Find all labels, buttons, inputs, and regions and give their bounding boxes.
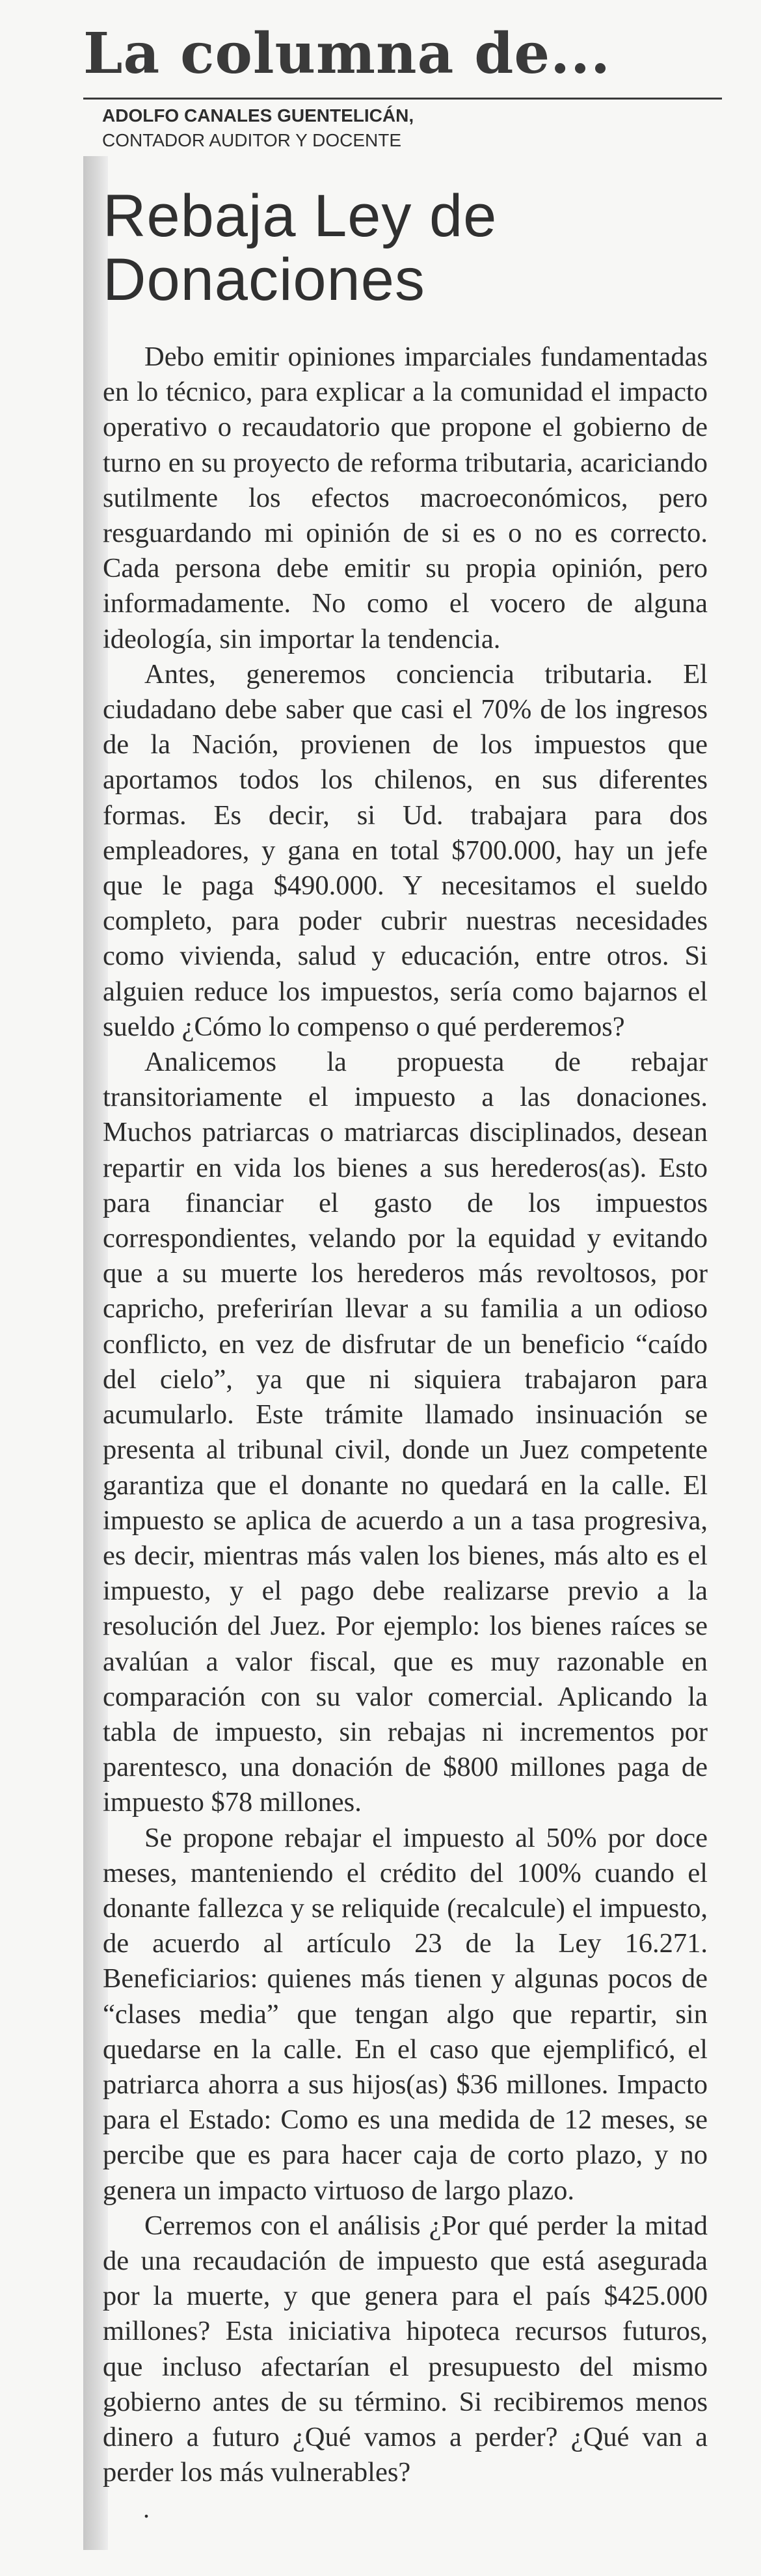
column-title: La columna de... <box>83 21 611 87</box>
paragraph-4: Se propone rebajar el impuesto al 50% por doce meses, manteniendo el crédito del 100% cuando el donante fallezca y se reliquide (recalcule) el impuesto, de acuerdo al artículo 23 de la Ley 16.271. Beneficiarios: quienes más tienen y algunas pocos de “clases media” que tengan algo que repartir, sin quedarse en la calle. En el caso que ejemplificó, el patriarca ahorra a sus hijos(as) $36 millones. Impacto para el Estado: Como es una medida de 12 meses, se percibe que es para hacer caja de corto plazo, y no genera un impacto virtuoso de largo plazo. <box>103 1822 708 2206</box>
article-headline: Rebaja Ley de Donaciones <box>103 183 498 313</box>
paragraph-3: Analicemos la propuesta de rebajar transitoriamente el impuesto a las donaciones. Muchos patriarcas o matriarcas disciplinados, desean repartir en vida los bienes a sus herederos(as). Esto para financiar el gasto de los impuestos correspondientes, velando por la equidad y evitando que a su muerte los herederos más revoltosos, por capricho, preferirían llevar a su familia a un odioso conflicto, en vez de disfrutar de un beneficio “caído del cielo”, ya que ni siquiera trabajaron para acumularlo. Este trámite llamado insinuación se presenta al tribunal civil, donde un Juez competente garantiza que el donante no quedará en la calle. El impuesto se aplica de acuerdo a un a tasa progresiva, es decir, mientras más valen los bienes, más alto es el impuesto, y el pago debe realizarse previo a la resolución del Juez. Por ejemplo: los bienes raíces se avalúan a valor fiscal, que es muy razonable en comparación con su valor comercial. Aplicando la tabla de impuesto, sin rebajas ni incrementos por parentesco, una donación de $800 millones paga de impuesto $78 millones. <box>103 1047 708 1818</box>
article-body <box>103 340 708 2490</box>
end-mark: . <box>143 2494 150 2523</box>
paragraph-2: Antes, generemos conciencia tributaria. El ciudadano debe saber que casi el 70% de los ingresos de la Nación, provienen de los impuestos que aportamos todos los chilenos, en sus diferentes formas. Es decir, si Ud. trabajara para dos empleadores, y gana en total $700.000, hay un jefe que le paga $490.000. Y necesitamos el sueldo completo, para poder cubrir nuestras necesidades como vivienda, salud y educación, entre otros. Si alguien reduce los impuestos, sería como bajarnos el sueldo ¿Cómo lo compenso o qué perderemos? <box>103 658 708 1042</box>
title-rule <box>83 98 722 100</box>
author-role: CONTADOR AUDITOR Y DOCENTE <box>102 130 401 150</box>
author-name: ADOLFO CANALES GUENTELICÁN, <box>102 105 414 126</box>
paragraph-1: Debo emitir opiniones imparciales fundamentadas en lo técnico, para explicar a la comunidad el impacto operativo o recaudatorio que propone el gobierno de turno en su proyecto de reforma tributaria, acariciando sutilmente los efectos macroeconómicos, pero resguardando mi opinión de si es o no es correcto. Cada persona debe emitir su propia opinión, pero informadamente. No como el vocero de alguna ideología, sin importar la tendencia. <box>103 342 708 654</box>
paragraph-5: Cerremos con el análisis ¿Por qué perder la mitad de una recaudación de impuesto que está asegurada por la muerte, y que genera para el país $425.000 millones? Esta iniciativa hipoteca recursos futuros, que incluso afectarían el presupuesto del mismo gobierno antes de su término. Si recibiremos menos dinero a futuro ¿Qué vamos a perder? ¿Qué van a perder los más vulnerables? <box>103 2210 708 2488</box>
